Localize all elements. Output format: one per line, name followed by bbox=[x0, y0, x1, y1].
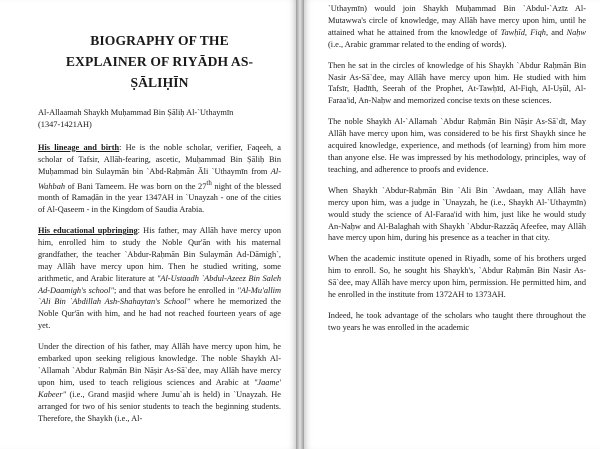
chapter-title-line-2: EXPLAINER OF RIYĀDH AS- bbox=[65, 54, 254, 69]
subject-tawhid: Tawḥīd bbox=[500, 27, 525, 37]
upbringing-school-2: "Al-Mu'allim `Ali Bin `Abdillah Ash-Shahaytan's School" bbox=[38, 285, 281, 307]
scholar-name: Al-Allaamah Shaykh Muḥammad Bin Ṣāliḥ Al-`Uthaymīn bbox=[38, 108, 234, 117]
upbringing-text-2: ; and that was before he enrolled in bbox=[113, 285, 238, 295]
direction-text-1: Under the direction of his father, may Allāh have mercy upon him, he embarked upon seeking religious knowledge. The noble Shaykh Al-`Allamah `Abdur Raḥmān Bin Nāṣir As-Sā`dee, may Allāh have mercy upon him, used to teach religious sciences and Arabic at bbox=[38, 342, 281, 387]
continuation-text-2: (i.e., Arabic grammar related to the ending of words). bbox=[328, 39, 507, 49]
subject-nahw: Naḥw bbox=[566, 27, 586, 37]
lineage-text-1: : He is the noble scholar, verifier, Faqeeh, a scholar of Tafsir, Allāh-fearing, ascetic, Muḥammad Bin Ṣāliḥ Bin Muḥammad bin Sulaymān bin `Abd-Raḥmān Āli `Uthaymīn from bbox=[38, 142, 282, 176]
first-shaykh-paragraph: The noble Shaykh Al-`Allamah `Abdur Raḥmān Bin Nāṣir As-Sā`dī, May Allāh have mercy upon him, was considered to be his first Shaykh since he acquired knowledge, experience, and methods (of learning) from him more than anyone else. He was impressed by his methodology, principles, way of teaching, and adherence to proofs and evidence. bbox=[328, 117, 586, 174]
lineage-paragraph bbox=[38, 142, 281, 216]
upbringing-text-1: : His father, may Allāh have mercy upon him, enrolled him to study the Noble Qur'ān with his maternal grandfather, the teacher `Abdur-Raḥmān Bin Sulaymān Ad-Dāmigh`, may Allāh have mercy upon him. Then he studied writing, some arithmetic, and Arabic literature at bbox=[38, 226, 281, 283]
chapter-title bbox=[38, 30, 281, 93]
institute-paragraph: When the academic institute opened in Riyadh, some of his brothers urged him to enroll. So, he sought his Shaykh's, `Abdur Raḥmān Bin Nasir As-Sā`dee, may Allāh have mercy upon him, permission. He permitted him, and he enrolled in the institute from 1372AH to 1373AH. bbox=[328, 254, 586, 300]
right-page bbox=[304, 0, 600, 449]
subject-fiqh: Fiqh bbox=[530, 27, 546, 37]
continuation-paragraph bbox=[328, 3, 586, 51]
lineage-text-2: of Bani Tameem. He was born on the 27 bbox=[65, 181, 207, 191]
circles-paragraph: Then he sat in the circles of knowledge of his Shaykh `Abdur Raḥmān Bin Nasir As-Sā`dee, may Allāh have mercy upon him. He studied with him Tafsīr, Ḥadīth, Seerah of the Prophet, At-Tawḥīd, Al-Fiqh, Al-Uṣūl, Al-Faraa'id, An-Naḥw and memorized concise texts on these sciences. bbox=[328, 60, 586, 106]
subject-separator-2: , and bbox=[545, 27, 567, 37]
continuation-text-1: `Uthaymīn) would join Shaykh Muḥammad Bin `Abdul-`Azīz Al-Mutawwa's circle of knowledge, may Allāh have mercy upon him, until he attained what he attained from the knowledge of bbox=[328, 4, 586, 37]
subject-separator-1: , bbox=[524, 27, 531, 37]
lineage-heading: His lineage and birth bbox=[38, 142, 120, 152]
upbringing-heading: His educational upbringing bbox=[38, 226, 138, 236]
lineage-ordinal: th bbox=[206, 178, 212, 187]
judge-paragraph: When Shaykh `Abdur-Raḥmān Bin `Ali Bin `Awdaan, may Allāh have mercy upon him, was a judge in `Unayzah, he (i.e., Shaykh Al-`Uthaymīn) would study the science of Al-Faraa'id with him, just like he would study An-Naḥw and Al-Balaghah with Shaykh `Abdur-Razzāq Afeefee, may Allāh have mercy upon him, during his presence as a teacher in that city. bbox=[328, 185, 586, 243]
upbringing-text-3: where he memorized the Noble Qur'ān with him, and he had not reached fourteen years of age yet. bbox=[38, 297, 281, 331]
upbringing-paragraph bbox=[38, 225, 281, 332]
scholar-name-paragraph bbox=[38, 107, 281, 131]
chapter-title-line-1: BIOGRAPHY OF THE bbox=[90, 33, 229, 48]
lineage-text-3: night of the blessed month of Ramaḍān in the year 1347AH in `Unayzah - one of the cities of Al-Qaseem - in the Kingdom of Saudia Arabia. bbox=[38, 181, 281, 215]
left-page bbox=[0, 0, 296, 449]
upbringing-school-1: "Al-Ustaadh `Abdul-Azeez Bin Saleh Ad-Daamigh's school" bbox=[38, 273, 282, 295]
direction-place: "Jaame' Kabeer" bbox=[38, 377, 281, 399]
direction-text-2: (i.e., Grand masjid where Jumu`ah is held) in `Unayzah. He arranged for two of his senior students to teach the beginning students. Therefore, the Shaykh (i.e., Al- bbox=[38, 389, 281, 423]
direction-paragraph bbox=[38, 341, 281, 424]
scholars-paragraph: Indeed, he took advantage of the scholars who taught there throughout the two years he was enrolled in the academic bbox=[328, 310, 586, 332]
book-gutter bbox=[296, 0, 304, 449]
lineage-place: Al-Wahbah bbox=[38, 166, 281, 191]
chapter-title-line-3: ṢĀLIḤĪN bbox=[130, 75, 189, 90]
scholar-dates: (1347-1421AH) bbox=[38, 119, 92, 129]
